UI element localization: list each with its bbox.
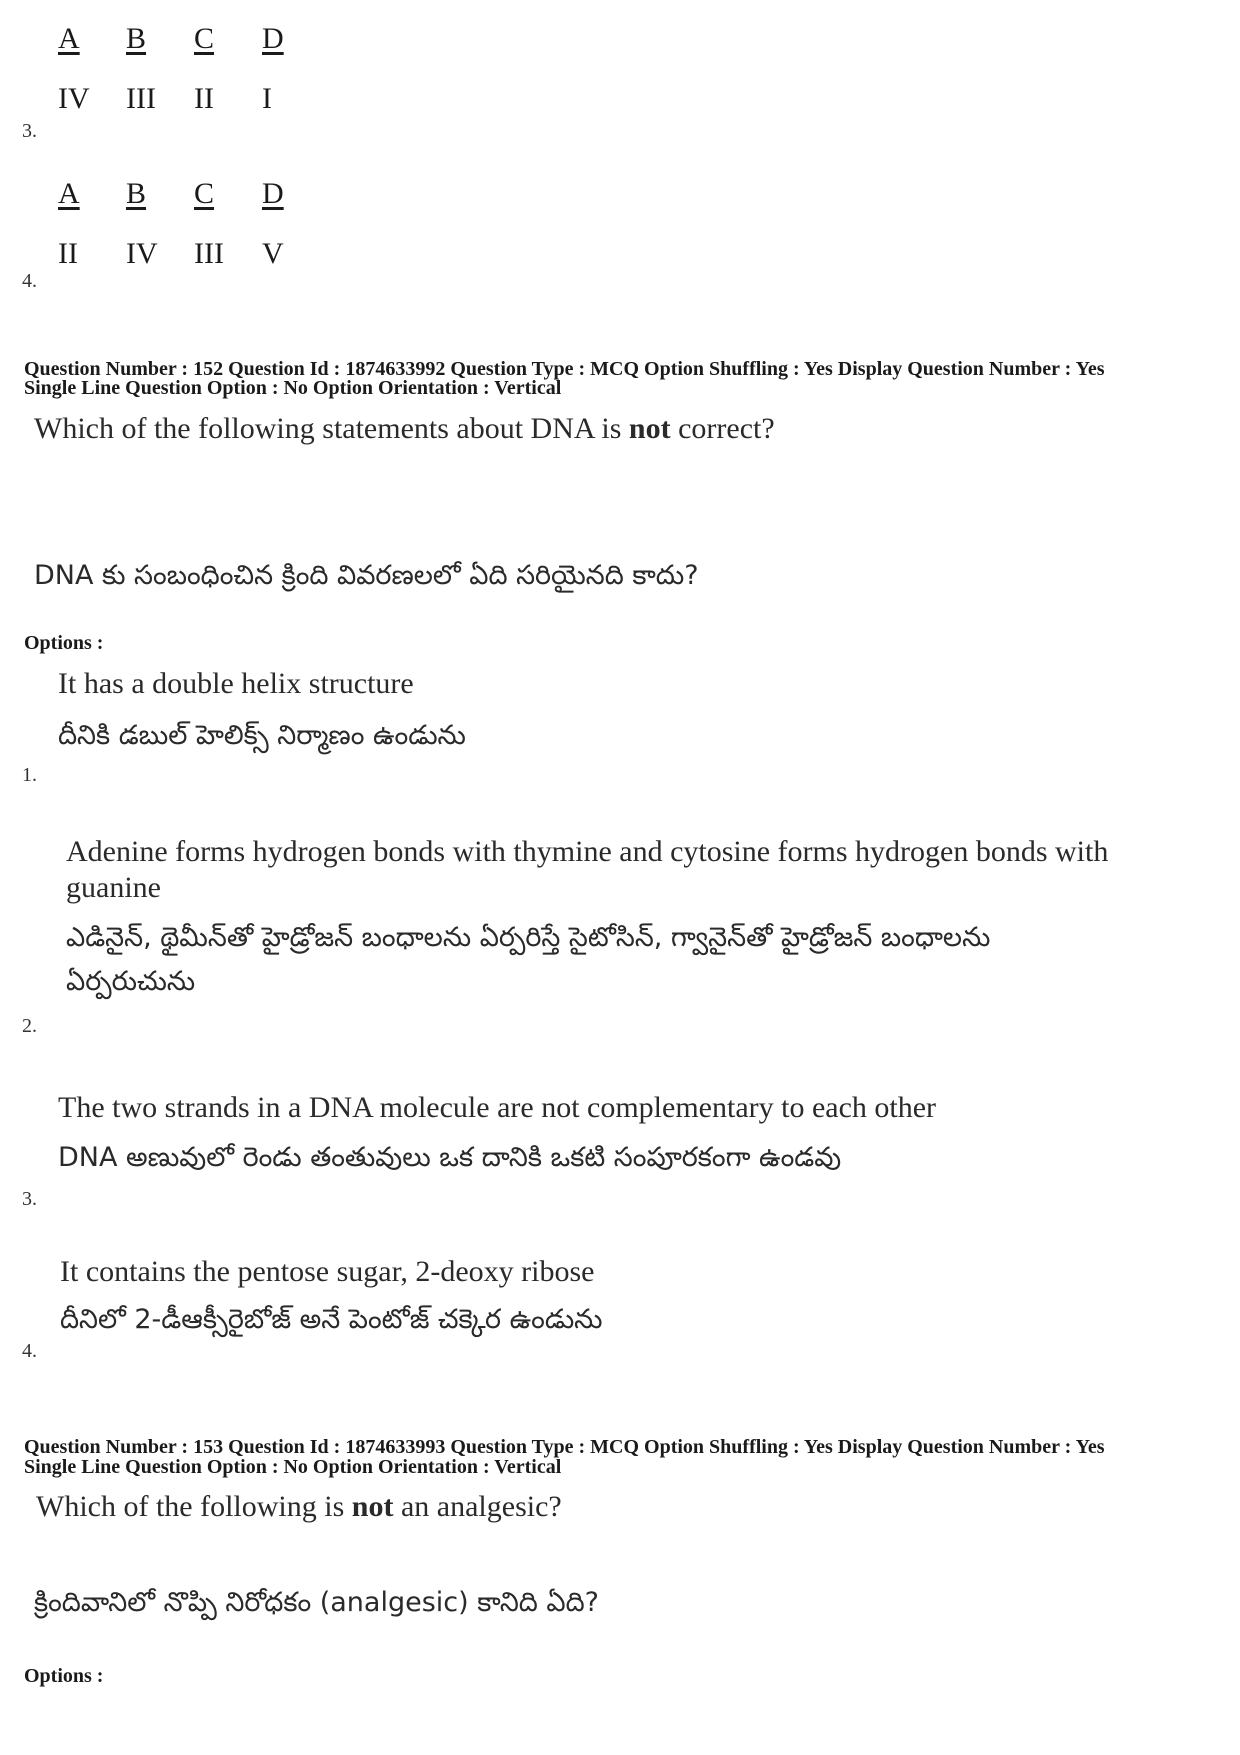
option-number: 3. xyxy=(22,1188,37,1210)
option-telugu: DNA అణువులో రెండు తంతువులు ఒక దానికి ఒకటి సంపూరకంగా ఉండవు xyxy=(58,1142,842,1173)
match-header-row xyxy=(58,22,330,56)
q152-option-2[interactable] xyxy=(66,834,1126,1004)
option-number: 2. xyxy=(22,1015,37,1037)
q153-meta-line-2: Single Line Question Option : No Option Orientation : Vertical xyxy=(24,1456,562,1478)
match-col-b: B xyxy=(126,22,147,55)
match-col-d: D xyxy=(262,22,284,55)
option-english: The two strands in a DNA molecule are not complementary to each other xyxy=(58,1091,937,1124)
match-val-a: IV xyxy=(58,82,90,115)
q152-question-text: Which of the following statements about DNA is not correct? xyxy=(34,412,775,445)
option-number: 1. xyxy=(22,764,37,786)
q152-question-telugu: DNA కు సంబంధించిన క్రింది వివరణలలో ఏది సరియైనది కాదు? xyxy=(34,560,699,591)
match-col-c: C xyxy=(194,22,215,55)
prev-option-3[interactable] xyxy=(58,22,330,116)
match-value-row xyxy=(58,237,330,271)
match-val-d: I xyxy=(262,82,272,115)
match-val-d: V xyxy=(262,237,284,270)
match-col-b: B xyxy=(126,177,147,210)
prev-option-4[interactable] xyxy=(58,177,330,271)
option-english: Adenine forms hydrogen bonds with thymine and cytosine forms hydrogen bonds with guanine xyxy=(66,835,1109,904)
option-telugu: దీనిలో 2-డీఆక్సీరైబోజ్ అనే పెంటోజ్ చక్కెర ఉండును xyxy=(60,1304,603,1335)
match-val-a: II xyxy=(58,237,78,270)
q153-question-text: Which of the following is not an analgesic? xyxy=(36,1490,562,1523)
option-english: It has a double helix structure xyxy=(58,667,414,700)
match-col-c: C xyxy=(194,177,215,210)
q153-options-label: Options : xyxy=(24,1665,104,1687)
match-val-c: II xyxy=(194,82,214,115)
match-value-row xyxy=(58,82,330,116)
match-col-a: A xyxy=(58,177,80,210)
option-number: 4. xyxy=(22,1340,37,1362)
option-telugu: దీనికి డబుల్ హెలిక్స్ నిర్మాణం ఉండును xyxy=(58,720,466,751)
q153-meta-line-1: Question Number : 153 Question Id : 1874633993 Question Type : MCQ Option Shuffling : Yes Display Question Number : Yes xyxy=(24,1436,1105,1458)
q152-options-label: Options : xyxy=(24,632,104,654)
match-header-row xyxy=(58,177,330,211)
q152-meta-line-1: Question Number : 152 Question Id : 1874633992 Question Type : MCQ Option Shuffling : Yes Display Question Number : Yes xyxy=(24,358,1105,380)
match-col-d: D xyxy=(262,177,284,210)
prev-option-number: 3. xyxy=(22,120,37,142)
q152-meta-line-2: Single Line Question Option : No Option Orientation : Vertical xyxy=(24,377,562,399)
option-telugu: ఎడినైన్, థైమీన్‌తో హైడ్రోజన్ బంధాలను ఏర్పరిస్తే సైటోసిన్, గ్వానైన్‌తో హైడ్రోజన్ బంధాలను ఏర్పరుచును xyxy=(66,922,991,997)
match-val-b: IV xyxy=(126,237,158,270)
q152-option-1[interactable] xyxy=(58,666,1118,758)
match-val-c: III xyxy=(194,237,224,270)
match-col-a: A xyxy=(58,22,80,55)
match-val-b: III xyxy=(126,82,156,115)
q153-question-telugu: క్రిందివానిలో నొప్పి నిరోధకం (analgesic) కానిది ఏది? xyxy=(34,1587,600,1618)
q152-option-3[interactable] xyxy=(58,1090,1118,1180)
prev-option-number: 4. xyxy=(22,270,37,292)
option-english: It contains the pentose sugar, 2-deoxy ribose xyxy=(60,1255,595,1288)
q152-option-4[interactable] xyxy=(60,1254,1120,1342)
